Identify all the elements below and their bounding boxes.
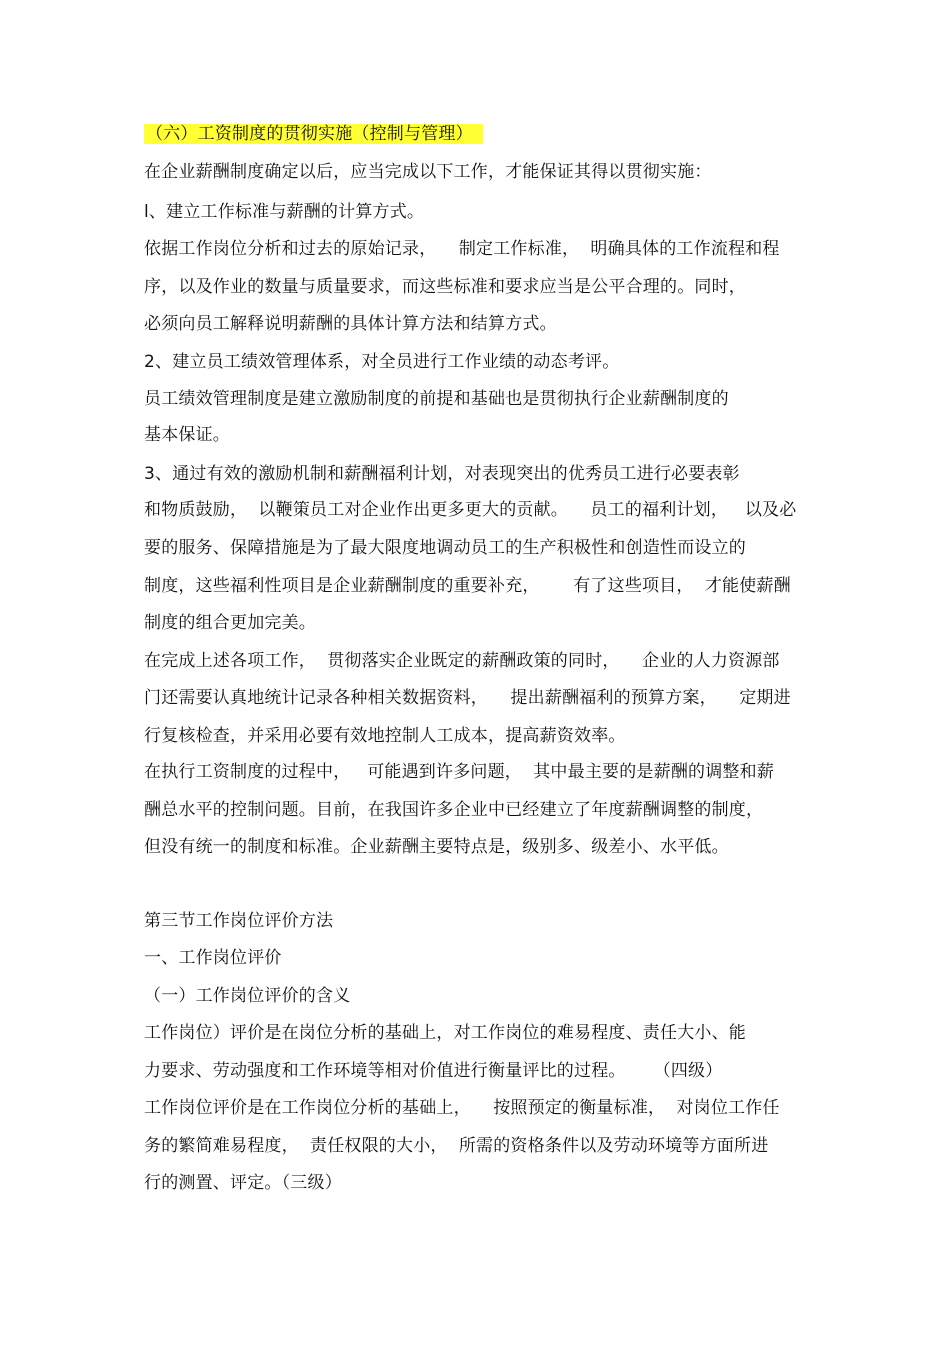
paragraph-line: 酬总水平的控制问题。目前，在我国许多企业中已经建立了年度薪酬调整的制度， bbox=[144, 800, 764, 820]
paragraph-line: 员工绩效管理制度是建立激励制度的前提和基础也是贯彻执行企业薪酬制度的 bbox=[144, 389, 729, 409]
paragraph-line: 依据工作岗位分析和过去的原始记录， 制定工作标准， 明确具体的工作流程和程 bbox=[144, 239, 780, 259]
section-title: 第三节工作岗位评价方法 bbox=[144, 911, 334, 931]
paragraph-line: 在执行工资制度的过程中， 可能遇到许多问题， 其中最主要的是薪酬的调整和薪 bbox=[144, 762, 775, 782]
paragraph-line: 3、通过有效的激励机制和薪酬福利计划，对表现突出的优秀员工进行必要表彰 bbox=[144, 464, 740, 484]
paragraph-line: 务的繁简难易程度， 责任权限的大小， 所需的资格条件以及劳动环境等方面所进 bbox=[144, 1136, 769, 1156]
paragraph-line: 制度的组合更加完美。 bbox=[144, 613, 316, 633]
subsection-title: （一）工作岗位评价的含义 bbox=[144, 986, 351, 1006]
paragraph-line: 工作岗位评价是在工作岗位分析的基础上， 按照预定的衡量标准， 对岗位工作任 bbox=[144, 1098, 780, 1118]
paragraph-line: 在企业薪酬制度确定以后，应当完成以下工作，才能保证其得以贯彻实施： bbox=[144, 162, 712, 182]
heading-highlight: （六）工资制度的贯彻实施（控制与管理） bbox=[144, 124, 483, 144]
paragraph-line: 行复核检查，并采用必要有效地控制人工成本，提高薪资效率。 bbox=[144, 726, 626, 746]
paragraph-line: 工作岗位）评价是在岗位分析的基础上，对工作岗位的难易程度、责任大小、能 bbox=[144, 1023, 746, 1043]
paragraph-line: 制度，这些福利性项目是企业薪酬制度的重要补充， 有了这些项目， 才能使薪酬 bbox=[144, 576, 791, 596]
paragraph-line: 2、建立员工绩效管理体系，对全员进行工作业绩的动态考评。 bbox=[144, 352, 620, 372]
paragraph-line: 序，以及作业的数量与质量要求，而这些标准和要求应当是公平合理的。同时， bbox=[144, 277, 746, 297]
paragraph-line: 基本保证。 bbox=[144, 425, 230, 445]
section-heading bbox=[144, 123, 483, 145]
paragraph-line: l、建立工作标准与薪酬的计算方式。 bbox=[144, 202, 425, 222]
paragraph-line: 门还需要认真地统计记录各种相关数据资料， 提出薪酬福利的预算方案， 定期进 bbox=[144, 688, 791, 708]
paragraph-line: 在完成上述各项工作， 贯彻落实企业既定的薪酬政策的同时， 企业的人力资源部 bbox=[144, 651, 780, 671]
paragraph-line: 必须向员工解释说明薪酬的具体计算方法和结算方式。 bbox=[144, 314, 557, 334]
subsection-title: 一、工作岗位评价 bbox=[144, 948, 282, 968]
paragraph-line: 和物质鼓励， 以鞭策员工对企业作出更多更大的贡献。 员工的福利计划， 以及必 bbox=[144, 500, 797, 520]
paragraph-line: 力要求、劳动强度和工作环境等相对价值进行衡量评比的过程。 （四级） bbox=[144, 1061, 723, 1081]
paragraph-line: 要的服务、保障措施是为了最大限度地调动员工的生产积极性和创造性而设立的 bbox=[144, 538, 746, 558]
paragraph-line: 行的测置、评定。（三级） bbox=[144, 1173, 342, 1193]
paragraph-line: 但没有统一的制度和标准。企业薪酬主要特点是，级别多、级差小、水平低。 bbox=[144, 837, 729, 857]
